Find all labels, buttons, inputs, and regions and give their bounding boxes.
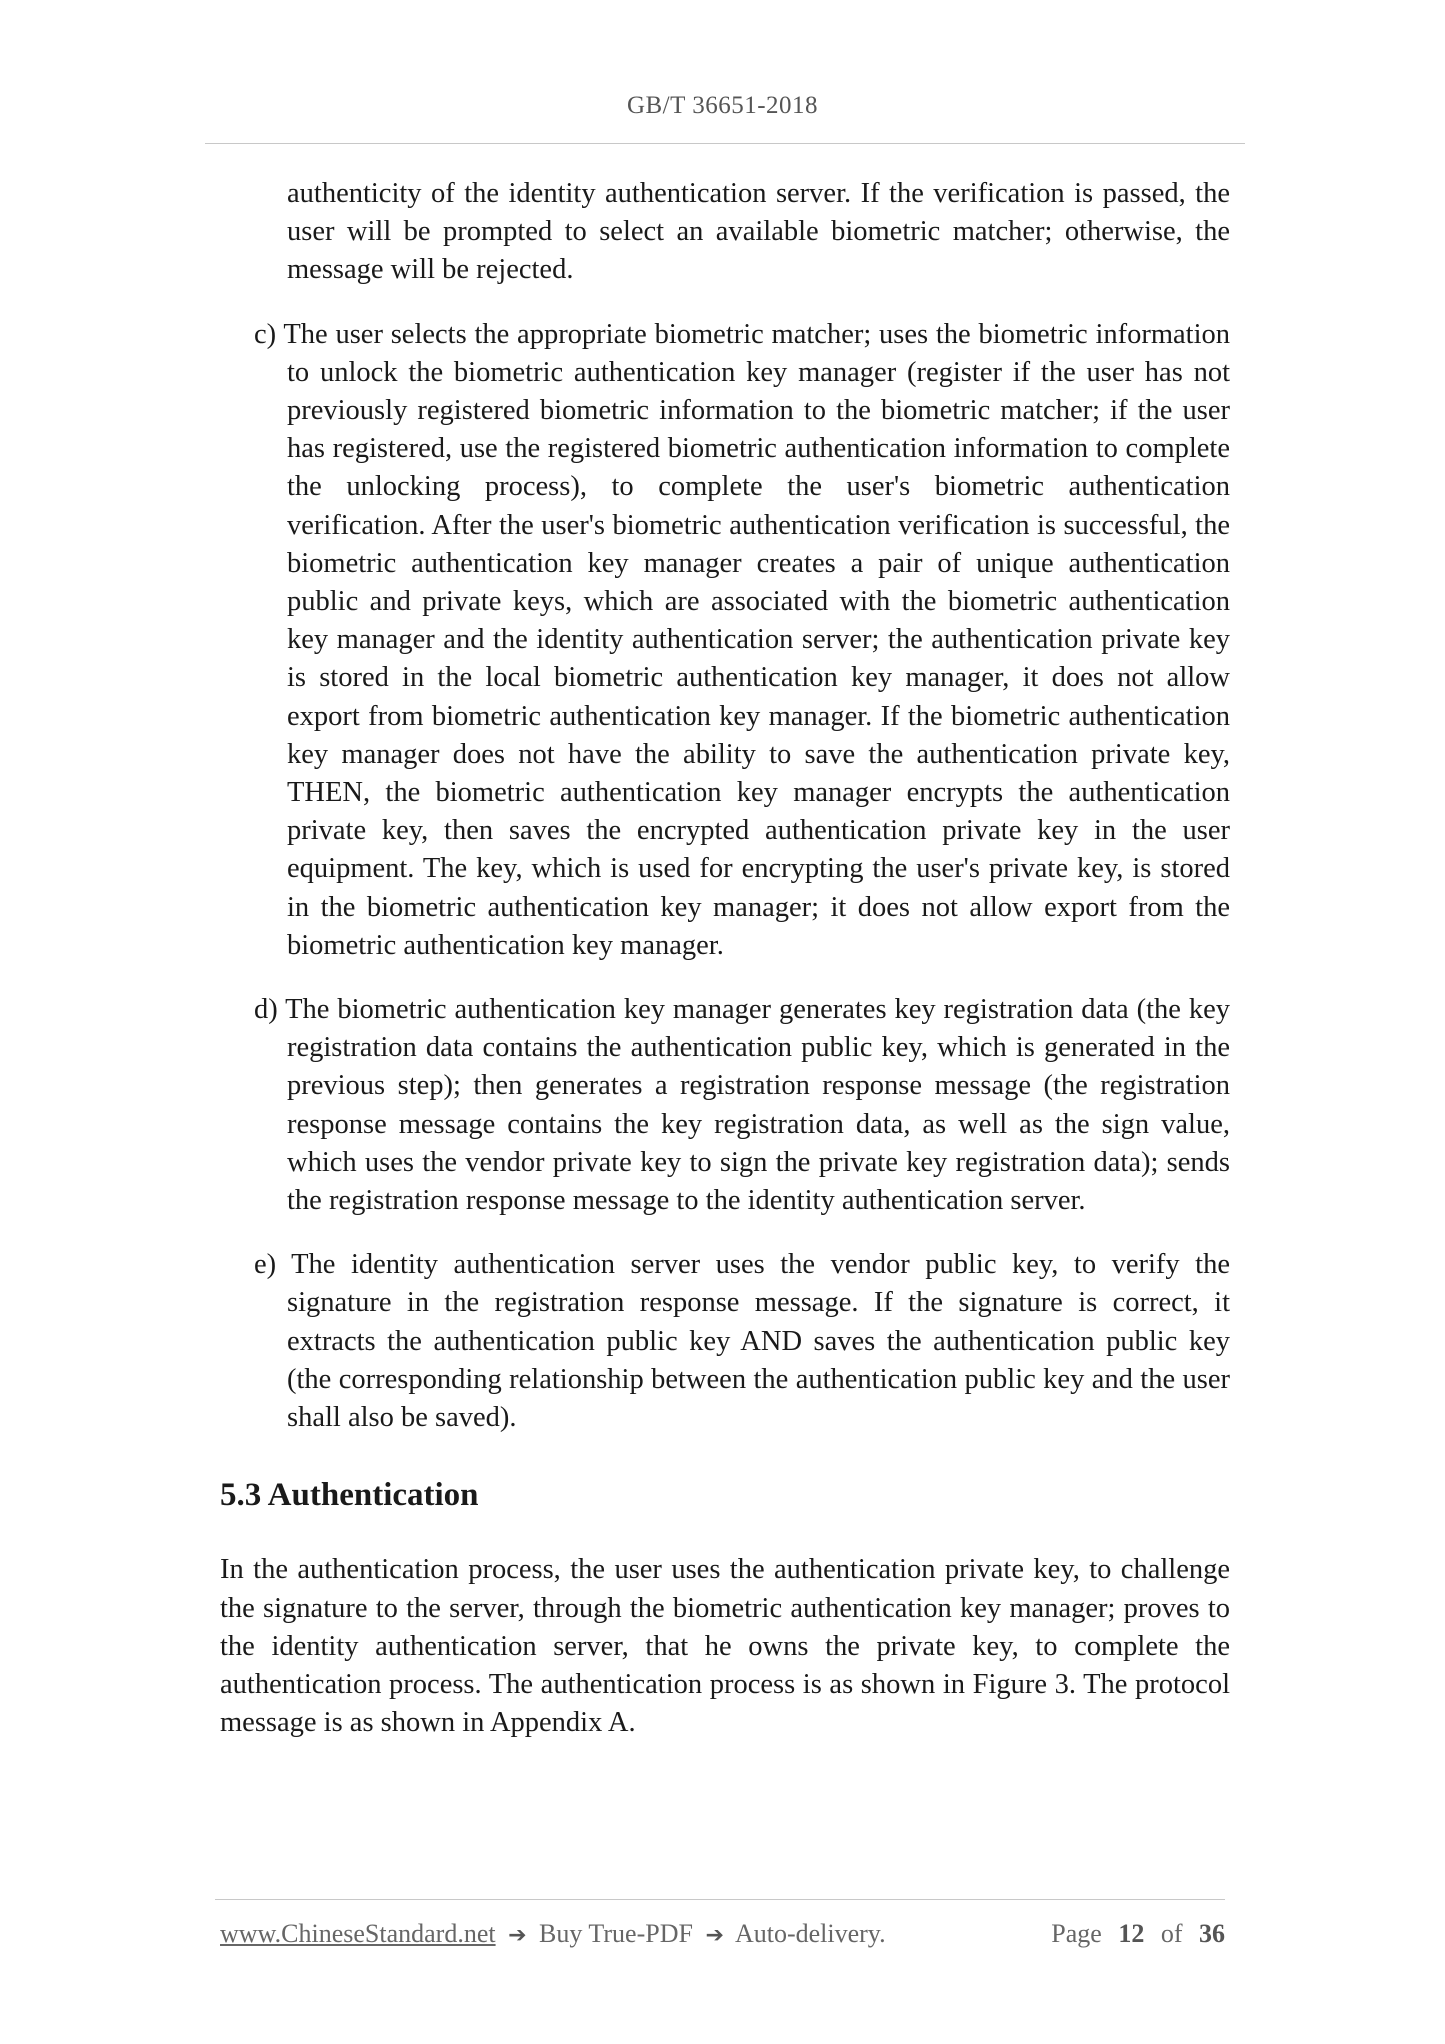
page-total: 36 [1199,1919,1225,1948]
of-label: of [1160,1919,1183,1948]
arrow-right-icon: ➔ [508,1923,527,1948]
site-link[interactable]: www.ChineseStandard.net [220,1919,496,1948]
footer-left [220,1919,886,1949]
continuation-paragraph: authenticity of the identity authentication server. If the verification is passed, the user will be prompted to select an available biometric matcher; otherwise, the message will be rejected. [287,178,1230,286]
delivery-text: Auto-delivery. [734,1919,886,1948]
header-divider [205,143,1245,144]
document-header: GB/T 36651-2018 [626,92,819,119]
page-footer [220,1919,1225,1949]
section-body-paragraph: In the authentication process, the user uses the authentication private key, to challenge the signature to the server, through the biometric authentication key manager; proves to the identity authentication server, that he owns the private key, to complete the authentication process. The authentication process is as shown in Figure 3. The protocol message is as shown in Appendix A. [220,1554,1230,1739]
page-indicator [1051,1919,1225,1949]
section-heading: 5.3 Authentication [220,1477,479,1514]
list-item-e: e) The identity authentication server uses the vendor public key, to verify the signature in the registration response message. If the signature is correct, it extracts the authentication public key AND saves the authentication public key (the corresponding relationship between the authentication public key and the user shall also be saved). [254,1249,1230,1434]
page-label: Page [1051,1919,1102,1948]
footer-divider [215,1899,1225,1900]
page-content [220,175,1230,1742]
arrow-right-icon: ➔ [705,1923,724,1948]
list-item-c: c) The user selects the appropriate biometric matcher; uses the biometric information to unlock the biometric authentication key manager (register if the user has not previously registered biometric information to the biometric matcher; if the user has registered, use the registered biometric authentication information to complete the unlocking process), to complete the user's biometric authentication verification. After the user's biometric authentication verification is successful, the biometric authentication key manager creates a pair of unique authentication public and private keys, which are associated with the biometric authentication key manager and the identity authentication server; the authentication private key is stored in the local biometric authentication key manager, it does not allow export from biometric authentication key manager. If the biometric authentication key manager does not have the ability to save the authentication private key, THEN, the biometric authentication key manager encrypts the authentication private key, then saves the encrypted authentication private key in the user equipment. The key, which is used for encrypting the user's private key, is stored in the biometric authentication key manager; it does not allow export from the biometric authentication key manager. [254,318,1230,961]
list-item-d: d) The biometric authentication key manager generates key registration data (the key registration data contains the authentication public key, which is generated in the previous step); then generates a registration response message (the registration response message contains the key registration data, as well as the sign value, which uses the vendor private key to sign the private key registration data); sends the registration response message to the identity authentication server. [254,994,1230,1217]
page-current: 12 [1118,1919,1145,1948]
buy-text: Buy True-PDF [539,1919,693,1948]
